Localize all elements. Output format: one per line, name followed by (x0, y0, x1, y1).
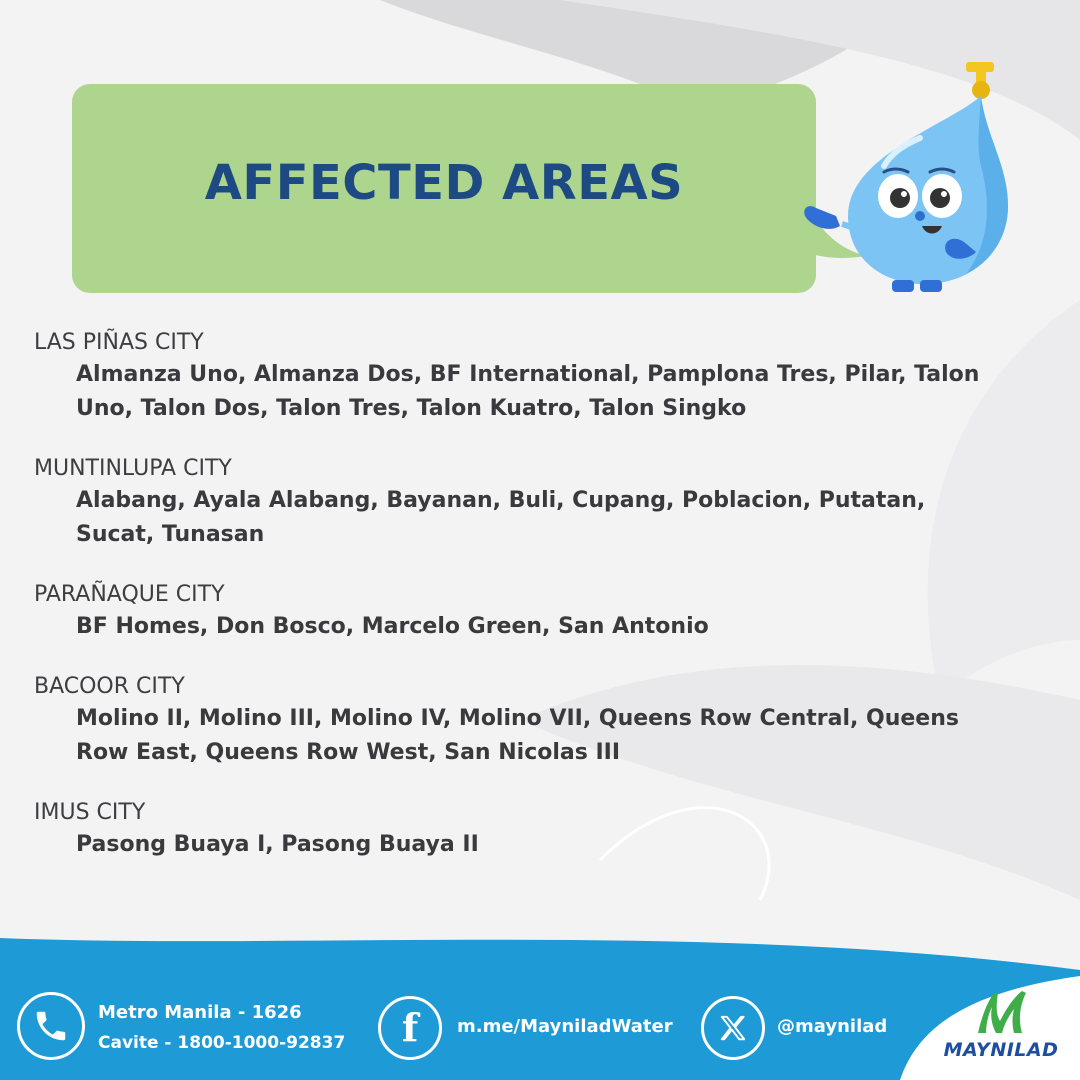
city-section (34, 798, 1034, 862)
x-icon[interactable] (701, 996, 765, 1060)
city-areas: Almanza Uno, Almanza Dos, BF International, Pamplona Tres, Pilar, Talon Uno, Talon Dos, Talon Tres, Talon Kuatro, Talon Singko (76, 362, 980, 421)
city-section (34, 328, 1034, 426)
phone-icon[interactable] (17, 992, 85, 1060)
city-areas: Molino II, Molino III, Molino IV, Molino VII, Queens Row Central, Queens Row East, Queens Row West, San Nicolas III (76, 706, 959, 765)
city-name: LAS PIÑAS CITY (34, 330, 204, 355)
city-areas: BF Homes, Don Bosco, Marcelo Green, San Antonio (76, 614, 709, 639)
twitter-handle[interactable]: @maynilad (777, 1016, 888, 1037)
water-drop-mascot (796, 56, 1026, 306)
affected-areas-banner (72, 84, 816, 293)
city-section (34, 672, 1034, 770)
phone-metro-manila: Metro Manila - 1626 (98, 1002, 302, 1023)
maynilad-logo-icon (938, 985, 1064, 1041)
city-name: PARAÑAQUE CITY (34, 582, 225, 607)
city-areas: Alabang, Ayala Alabang, Bayanan, Buli, Cupang, Poblacion, Putatan, Sucat, Tunasan (76, 488, 926, 547)
page-title: AFFECTED AREAS (204, 154, 684, 211)
city-section (34, 454, 1034, 552)
city-areas: Pasong Buaya I, Pasong Buaya II (76, 832, 479, 857)
brand-name: MAYNILAD (943, 1039, 1059, 1061)
city-name: MUNTINLUPA CITY (34, 456, 232, 481)
city-name: BACOOR CITY (34, 674, 185, 699)
maynilad-logo (938, 985, 1068, 1065)
city-name: IMUS CITY (34, 800, 146, 825)
phone-cavite: Cavite - 1800-1000-92837 (98, 1033, 346, 1053)
affected-areas-list (34, 328, 1034, 890)
facebook-icon[interactable]: f (378, 996, 442, 1060)
city-section (34, 580, 1034, 644)
facebook-messenger-link[interactable]: m.me/MayniladWater (457, 1016, 673, 1037)
